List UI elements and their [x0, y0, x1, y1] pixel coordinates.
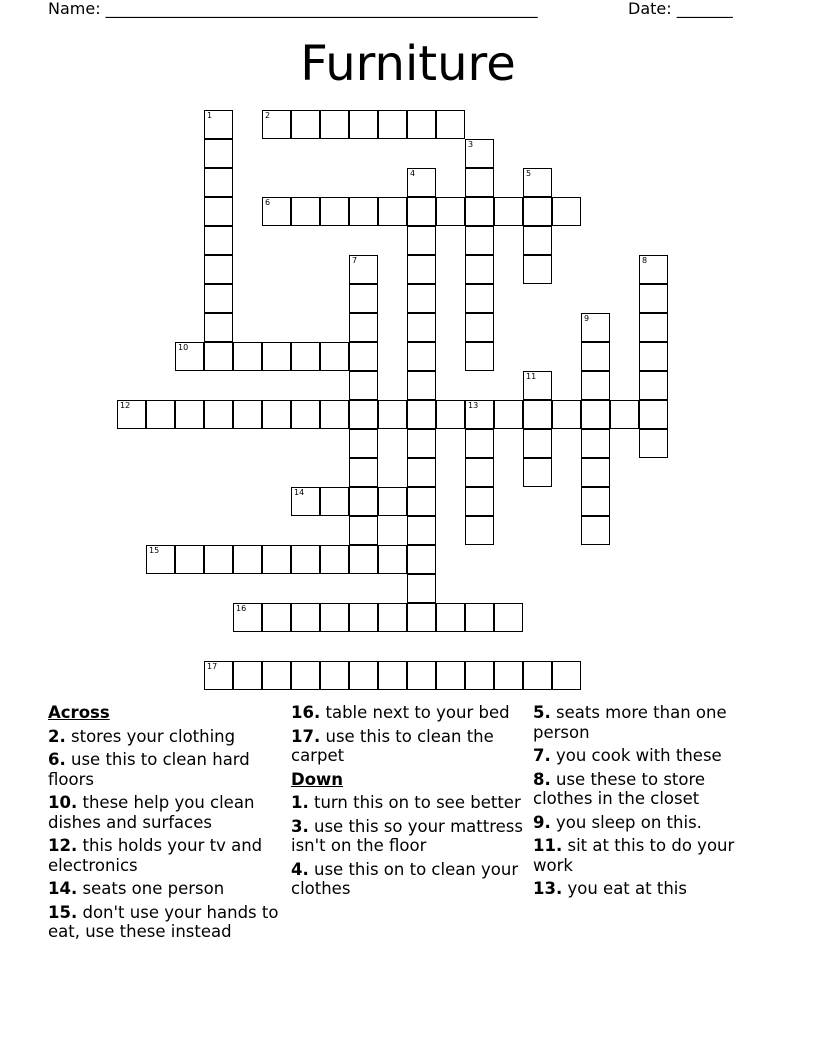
- grid-cell[interactable]: [291, 603, 320, 632]
- grid-cell[interactable]: [262, 545, 291, 574]
- grid-cell[interactable]: [320, 603, 349, 632]
- grid-cell[interactable]: [146, 545, 175, 574]
- grid-cell[interactable]: [349, 458, 378, 487]
- grid-cell[interactable]: [349, 197, 378, 226]
- cell-number: 14: [294, 488, 305, 497]
- grid-cell[interactable]: [378, 487, 407, 516]
- grid-cell[interactable]: [204, 110, 233, 139]
- grid-cell[interactable]: [494, 400, 523, 429]
- grid-cell[interactable]: [465, 603, 494, 632]
- grid-cell[interactable]: [407, 284, 436, 313]
- grid-cell[interactable]: [465, 458, 494, 487]
- grid-cell[interactable]: [639, 400, 668, 429]
- down-heading: Down: [291, 769, 344, 789]
- across-heading: Across: [48, 703, 110, 722]
- grid-cell[interactable]: [349, 342, 378, 371]
- grid-cell[interactable]: [349, 371, 378, 400]
- clue-down-1: 1. turn this on to see better: [291, 793, 521, 812]
- grid-cell[interactable]: [639, 342, 668, 371]
- grid-cell[interactable]: [204, 168, 233, 197]
- grid-cell[interactable]: [204, 400, 233, 429]
- clue-down-4: 4. use this on to clean your clothes: [291, 859, 519, 898]
- grid-cell[interactable]: [320, 661, 349, 690]
- grid-cell[interactable]: [639, 371, 668, 400]
- grid-cell[interactable]: [204, 545, 233, 574]
- grid-cell[interactable]: [117, 400, 146, 429]
- grid-cell[interactable]: [639, 313, 668, 342]
- grid-cell[interactable]: [494, 197, 523, 226]
- cell-number: 13: [468, 401, 479, 410]
- grid-cell[interactable]: [233, 545, 262, 574]
- grid-cell[interactable]: [465, 168, 494, 197]
- clue-across-14: 14. seats one person: [48, 879, 225, 898]
- cell-number: 15: [149, 546, 160, 555]
- clue-down-8: 8. use these to store clothes in the closet: [533, 769, 706, 808]
- grid-cell[interactable]: [291, 661, 320, 690]
- grid-cell[interactable]: [465, 429, 494, 458]
- clue-down-9: 9. you sleep on this.: [533, 812, 702, 832]
- grid-cell[interactable]: [581, 516, 610, 545]
- grid-cell[interactable]: [436, 661, 465, 690]
- grid-cell[interactable]: [465, 139, 494, 168]
- grid-cell[interactable]: [146, 400, 175, 429]
- grid-cell[interactable]: [291, 487, 320, 516]
- clues-column-3: [533, 703, 769, 903]
- grid-cell[interactable]: [378, 603, 407, 632]
- grid-cell[interactable]: [378, 110, 407, 139]
- grid-cell[interactable]: [204, 139, 233, 168]
- clue-across-12: 12. this holds your tv and electronics: [48, 836, 263, 875]
- clue-down-7: 7. you cook with these: [533, 746, 722, 765]
- grid-cell[interactable]: [465, 516, 494, 545]
- grid-cell[interactable]: [204, 255, 233, 284]
- clues-column-1: [48, 703, 284, 946]
- clue-across-17: 17. use this to clean the carpet: [291, 726, 494, 765]
- cell-number: 1: [207, 111, 213, 120]
- grid-cell[interactable]: [320, 342, 349, 371]
- clue-across-6: 6. use this to clean hard floors: [48, 750, 250, 789]
- grid-cell[interactable]: [349, 516, 378, 545]
- grid-cell[interactable]: [523, 168, 552, 197]
- clue-across-10: 10. these help you clean dishes and surfaces: [48, 793, 255, 832]
- clue-down-13: 13. you eat at this: [533, 879, 687, 898]
- grid-cell[interactable]: [639, 429, 668, 458]
- grid-cell[interactable]: [407, 255, 436, 284]
- grid-cell[interactable]: [262, 197, 291, 226]
- grid-cell[interactable]: [552, 400, 581, 429]
- grid-cell[interactable]: [552, 661, 581, 690]
- grid-cell[interactable]: [175, 400, 204, 429]
- cell-number: 4: [410, 169, 416, 178]
- grid-cell[interactable]: [407, 342, 436, 371]
- date-field[interactable]: Date: _______: [628, 0, 733, 18]
- grid-cell[interactable]: [233, 342, 262, 371]
- grid-cell[interactable]: [204, 661, 233, 690]
- grid-cell[interactable]: [581, 458, 610, 487]
- grid-cell[interactable]: [262, 603, 291, 632]
- grid-cell[interactable]: [291, 342, 320, 371]
- grid-cell[interactable]: [523, 400, 552, 429]
- grid-cell[interactable]: [291, 400, 320, 429]
- grid-cell[interactable]: [436, 197, 465, 226]
- grid-cell[interactable]: [407, 168, 436, 197]
- grid-cell[interactable]: [262, 661, 291, 690]
- grid-cell[interactable]: [233, 400, 262, 429]
- grid-cell[interactable]: [465, 661, 494, 690]
- cell-number: 12: [120, 401, 131, 410]
- grid-cell[interactable]: [291, 545, 320, 574]
- clue-across-15: 15. don't use your hands to eat, use these instead: [48, 902, 279, 941]
- grid-cell[interactable]: [465, 400, 494, 429]
- grid-cell[interactable]: [175, 545, 204, 574]
- grid-cell[interactable]: [639, 284, 668, 313]
- grid-cell[interactable]: [407, 574, 436, 603]
- grid-cell[interactable]: [465, 226, 494, 255]
- grid-cell[interactable]: [581, 487, 610, 516]
- cell-number: 17: [207, 662, 218, 671]
- grid-cell[interactable]: [349, 603, 378, 632]
- grid-cell[interactable]: [523, 458, 552, 487]
- grid-cell[interactable]: [436, 110, 465, 139]
- grid-cell[interactable]: [320, 110, 349, 139]
- grid-cell[interactable]: [204, 197, 233, 226]
- grid-cell[interactable]: [349, 400, 378, 429]
- grid-cell[interactable]: [407, 110, 436, 139]
- grid-cell[interactable]: [523, 197, 552, 226]
- grid-cell[interactable]: [262, 400, 291, 429]
- grid-cell[interactable]: [523, 429, 552, 458]
- grid-cell[interactable]: [291, 110, 320, 139]
- clues-column-2: [291, 703, 527, 903]
- grid-cell[interactable]: [610, 400, 639, 429]
- grid-cell[interactable]: [349, 661, 378, 690]
- grid-cell[interactable]: [262, 110, 291, 139]
- clue-down-5: 5. seats more than one person: [533, 703, 727, 742]
- grid-cell[interactable]: [465, 197, 494, 226]
- grid-cell[interactable]: [407, 545, 436, 574]
- grid-cell[interactable]: [175, 342, 204, 371]
- grid-cell[interactable]: [233, 661, 262, 690]
- clue-across-16: 16. table next to your bed: [291, 703, 510, 722]
- grid-cell[interactable]: [204, 342, 233, 371]
- grid-cell[interactable]: [407, 197, 436, 226]
- grid-cell[interactable]: [349, 284, 378, 313]
- grid-cell[interactable]: [639, 255, 668, 284]
- grid-cell[interactable]: [320, 487, 349, 516]
- grid-cell[interactable]: [378, 661, 407, 690]
- grid-cell[interactable]: [465, 342, 494, 371]
- cell-number: 16: [236, 604, 247, 613]
- grid-cell[interactable]: [523, 371, 552, 400]
- clue-down-11: 11. sit at this to do your work: [533, 836, 735, 875]
- grid-cell[interactable]: [349, 255, 378, 284]
- grid-cell[interactable]: [407, 371, 436, 400]
- grid-cell[interactable]: [320, 197, 349, 226]
- grid-cell[interactable]: [262, 342, 291, 371]
- clue-down-3: 3. use this so your mattress isn't on the floor: [291, 816, 523, 855]
- clue-across-2: 2. stores your clothing: [48, 726, 236, 746]
- grid-cell[interactable]: [233, 603, 262, 632]
- grid-cell[interactable]: [349, 545, 378, 574]
- grid-cell[interactable]: [581, 400, 610, 429]
- cell-number: 3: [468, 140, 474, 149]
- grid-cell[interactable]: [407, 516, 436, 545]
- cell-number: 8: [642, 256, 648, 265]
- grid-cell[interactable]: [581, 342, 610, 371]
- grid-cell[interactable]: [407, 661, 436, 690]
- grid-cell[interactable]: [581, 313, 610, 342]
- grid-cell[interactable]: [407, 400, 436, 429]
- grid-cell[interactable]: [349, 429, 378, 458]
- grid-cell[interactable]: [349, 487, 378, 516]
- grid-cell[interactable]: [349, 110, 378, 139]
- grid-cell[interactable]: [320, 400, 349, 429]
- grid-cell[interactable]: [494, 603, 523, 632]
- grid-cell[interactable]: [523, 661, 552, 690]
- grid-cell[interactable]: [436, 603, 465, 632]
- grid-cell[interactable]: [407, 458, 436, 487]
- grid-cell[interactable]: [465, 487, 494, 516]
- grid-cell[interactable]: [436, 400, 465, 429]
- page-title: Furniture: [300, 36, 516, 92]
- grid-cell[interactable]: [204, 226, 233, 255]
- grid-cell[interactable]: [291, 197, 320, 226]
- grid-cell[interactable]: [407, 313, 436, 342]
- grid-cell[interactable]: [465, 284, 494, 313]
- cell-number: 6: [265, 198, 271, 207]
- cell-number: 7: [352, 256, 358, 265]
- grid-cell[interactable]: [581, 429, 610, 458]
- grid-cell[interactable]: [407, 603, 436, 632]
- grid-cell[interactable]: [552, 197, 581, 226]
- grid-cell[interactable]: [407, 429, 436, 458]
- grid-cell[interactable]: [465, 313, 494, 342]
- grid-cell[interactable]: [494, 661, 523, 690]
- grid-cell[interactable]: [407, 226, 436, 255]
- cell-number: 5: [526, 169, 532, 178]
- grid-cell[interactable]: [204, 313, 233, 342]
- grid-cell[interactable]: [378, 400, 407, 429]
- grid-cell[interactable]: [349, 313, 378, 342]
- grid-cell[interactable]: [204, 284, 233, 313]
- grid-cell[interactable]: [378, 197, 407, 226]
- grid-cell[interactable]: [523, 255, 552, 284]
- cell-number: 10: [178, 343, 189, 352]
- grid-cell[interactable]: [378, 545, 407, 574]
- grid-cell[interactable]: [581, 371, 610, 400]
- cell-number: 11: [526, 372, 537, 381]
- grid-cell[interactable]: [523, 226, 552, 255]
- name-field[interactable]: Name: ______________________________________________________: [48, 0, 538, 18]
- grid-cell[interactable]: [407, 487, 436, 516]
- cell-number: 9: [584, 314, 590, 323]
- grid-cell[interactable]: [465, 255, 494, 284]
- grid-cell[interactable]: [320, 545, 349, 574]
- cell-number: 2: [265, 111, 271, 120]
